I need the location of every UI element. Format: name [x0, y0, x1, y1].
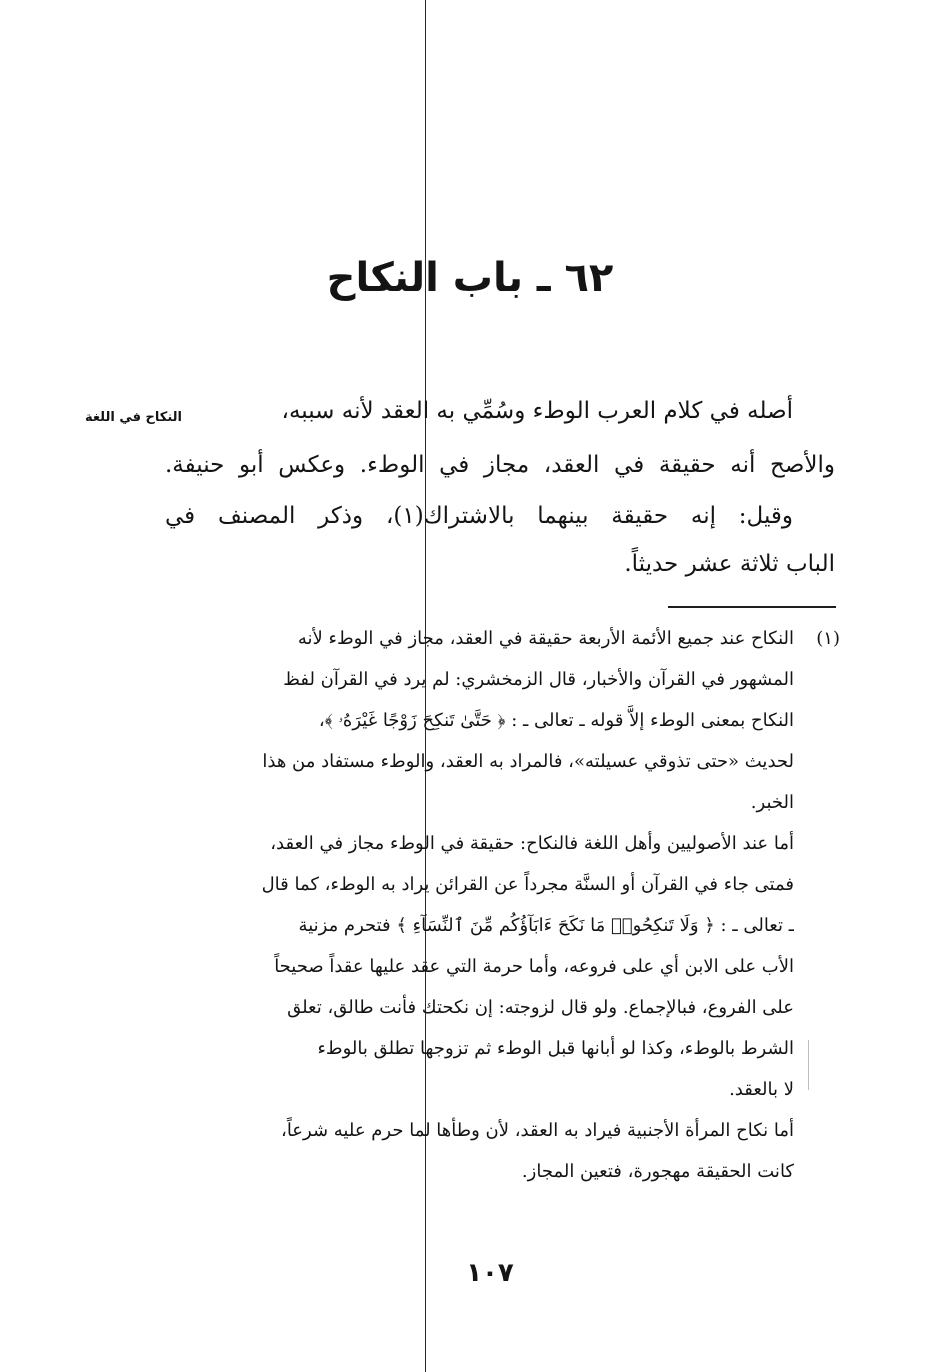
chapter-title: ٦٢ ـ باب النكاح: [326, 255, 614, 301]
intro-paragraph-2: [165, 492, 835, 588]
footnote-paragraph: [165, 823, 840, 1110]
footnote-paragraph: [165, 1110, 840, 1192]
footnote-line: كانت الحقيقة مهجورة، فتعين المجاز.: [521, 1161, 794, 1182]
text-line: الباب ثلاثة عشر حديثاً.: [624, 551, 835, 577]
footnote-separator: [668, 606, 836, 608]
footnote-line: أما نكاح المرأة الأجنبية فيراد به العقد، لأن وطأها لما حرم عليه شرعاً،: [281, 1120, 794, 1141]
margin-note: النكاح في اللغة: [84, 410, 182, 425]
footnote-line: ـ تعالى ـ : ﴿ وَلَا تَنكِحُوا۟ مَا نَكَحَ ءَابَآؤُكُم مِّنَ ٱلنِّسَآءِ ﴾ فتحرم مزنية: [298, 915, 794, 936]
footnote-line: النكاح بمعنى الوطء إلاَّ قوله ـ تعالى ـ : ﴿ حَتَّىٰ تَنكِحَ زَوْجًا غَيْرَهُۥ ﴾،: [318, 710, 794, 731]
footnote-line: لحديث «حتى تذوقي عسيلته»، فالمراد به العقد، والوطء مستفاد من هذا: [262, 751, 794, 772]
footnote-line: الأب على الابن أي على فروعه، وأما حرمة التي عقد عليها عقداً صحيحاً: [274, 956, 794, 977]
text-line: والأصح أنه حقيقة في العقد، مجاز في الوطء. وعكس أبو حنيفة.: [165, 452, 835, 478]
text-line: وقيل: إنه حقيقة بينهما بالاشتراك(١)، وذكر المصنف في: [165, 503, 793, 529]
footnote-line: المشهور في القرآن والأخبار، قال الزمخشري: لم يرد في القرآن لفظ: [283, 669, 794, 690]
footnote-line: لا بالعقد.: [729, 1079, 794, 1100]
page-number: ١٠٧: [466, 1258, 514, 1288]
footnote-line: أما عند الأصوليين وأهل اللغة فالنكاح: حقيقة في الوطء مجاز في العقد،: [270, 833, 794, 854]
footnote-line: الشرط بالوطء، وكذا لو أبانها قبل الوطء ثم تزوجها تطلق بالوطء: [317, 1038, 794, 1059]
footnote: [165, 618, 840, 1192]
footnote-line: الخبر.: [750, 792, 794, 813]
footnote-number: (١): [816, 628, 840, 649]
footnote-paragraph: [165, 618, 840, 823]
footnote-line: فمتى جاء في القرآن أو السنَّة مجرداً عن القرائن يراد به الوطء، كما قال: [261, 874, 794, 895]
intro-paragraph-1: [165, 384, 835, 492]
text-line: أصله في كلام العرب الوطء وسُمِّي به العقد لأنه سببه،: [281, 398, 793, 424]
footnote-line: على الفروع، فبالإجماع. ولو قال لزوجته: إن نكحتك فأنت طالق، تعلق: [287, 997, 794, 1018]
footnote-line: النكاح عند جميع الأئمة الأربعة حقيقة في العقد، مجاز في الوطء لأنه: [297, 628, 794, 649]
